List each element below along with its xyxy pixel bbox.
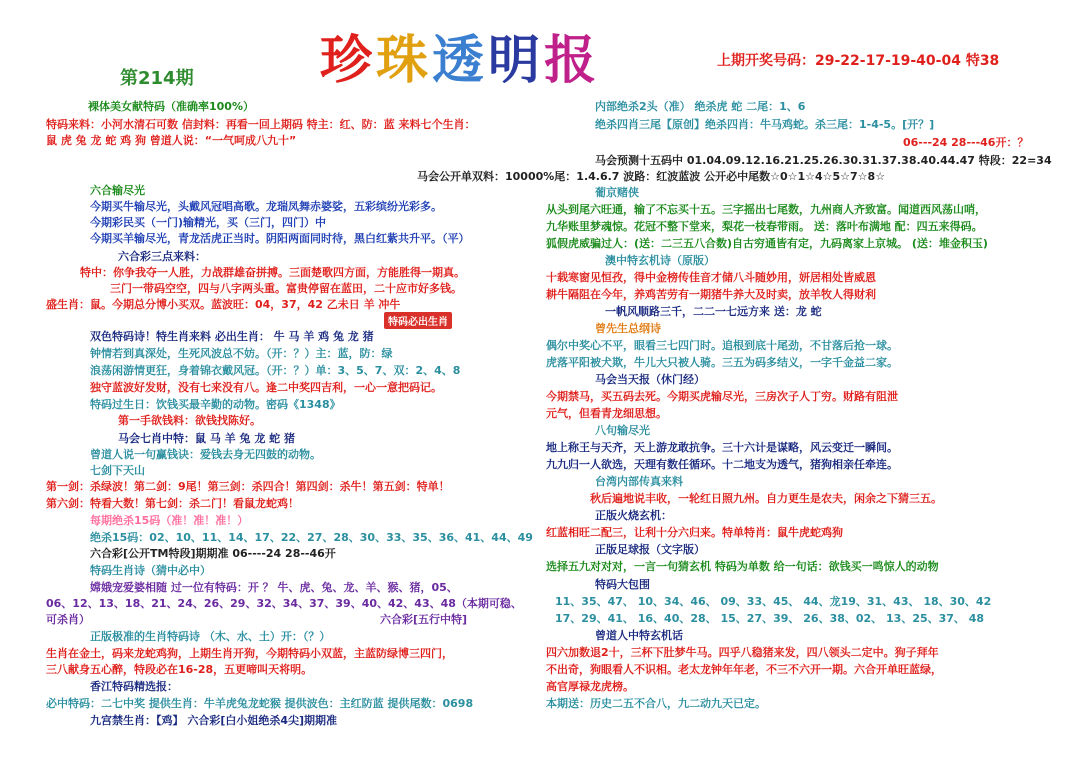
text-line: 不出奇，狗眼看人不识相。老太龙钟年年老，不三不六开一期。六合开单旺蓝绿， (546, 663, 942, 676)
title-char: 报 (544, 30, 601, 91)
text-line: 马会七肖中特：鼠 马 羊 兔 龙 蛇 猪 (118, 432, 295, 445)
text-line: 九宫禁生肖：【鸡】 六合彩[白小姐绝杀4尖]期期准 (90, 714, 338, 727)
text-line: 九华账里梦魂惊。花冠不整下堂来，梨花一枝春带雨。 送：落叶布满地 配：四五来得码。 (546, 220, 983, 233)
title-char: 珠 (376, 30, 433, 91)
text-line: 三门一带码空空，四与八字两头重。富贵停留在蓝田，二十应市好多钱。 (110, 282, 462, 295)
text-line: 地上称王与天齐，天上游龙敢抗争。三十六计是谋略，风云变迁一瞬间。 (546, 441, 898, 454)
text-line: 钟情若到真深处，生死风波总不妨。（开：？）主：蓝，防：绿 (90, 347, 393, 360)
text-line: 今期彩民买（一门)输精光，买（三门，四门）中 (90, 216, 327, 229)
text-line: 本期送：历史二五不合八，九二动九天已定。 (546, 697, 766, 710)
text-line: 六合彩[五行中特] (380, 613, 468, 626)
text-line: 马会预测十五码中 01.04.09.12.16.21.25.26.30.31.37.38.40.44.47 特段：22=34 (595, 154, 1052, 167)
text-line: 曾道人说一句赢钱诀：爱钱去身无四鼓的动物。 (90, 448, 321, 461)
page-title (320, 18, 600, 93)
text-line: 偶尔中奖心不平，眼看三七四门时。追根到底十尾劲，不甘落后抢一球。 (546, 339, 898, 352)
title-char: 珍 (320, 30, 377, 91)
text-line: 六合彩三点来料： (118, 250, 206, 263)
text-line: 盛生肖：鼠。今期总分博小买双。蓝波旺：04，37，42 乙未日 羊 冲牛 (46, 298, 401, 311)
text-line: 耕牛隔阻在今年，养鸡苦劳有一期猪牛养大及时卖，放羊牧人得财利 (546, 288, 876, 301)
text-line: 正版火烧玄机： (595, 509, 672, 522)
text-line: 葡京赌侠 (595, 186, 639, 199)
text-line: 六合彩[公开TM特段]期期准 06----24 28--46开 (90, 547, 336, 560)
text-line: 双色特码诗！特生肖来料 必出生肖： 牛 马 羊 鸡 兔 龙 猪 (90, 330, 374, 343)
text-line: 06---24 28---46开：？ (903, 136, 1029, 149)
text-line: 第六剑：特看大数！第七剑：杀二门！看鼠龙蛇鸡！ (46, 497, 299, 510)
text-line: 十载寒窗见恒孜，得中金榜传佳音才储八斗随妙用，妍居相处皆威恩 (546, 271, 876, 284)
text-line: 17、29、41、 16、40、28、 15、27、39、 26、38、02、 13、25、37、 48 (555, 612, 985, 625)
text-line: 九九归一人欲选，天理有数任循环。十二地支为透气，猪狗相亲任牵连。 (546, 458, 898, 471)
issue-number: 第214期 (120, 68, 194, 89)
text-line: 从头到尾六旺通，输了不忘买十五。三字摇出七尾数，九州商人齐致富。闻道西风荡山哨， (546, 203, 986, 216)
text-line: 11、35、47、 10、34、46、 09、33、45、 44、龙19、31、43、 18、30、42 (555, 595, 992, 608)
text-line: 浪荡闲游情更狂，身着锦衣戴风冠。（开：？）单：3、5、7、双：2、4、8 (90, 364, 461, 377)
text-line: 虎落平阳被犬欺，牛儿大只被人骑。三五为码多结义，一字千金益二家。 (546, 356, 898, 369)
text-line: 特码来料：小河水清石可数 信封料：再看一回上期码 特主：红、防：蓝 来料七个生肖： (46, 118, 476, 131)
text-line: 曾先生总纲诗 (595, 322, 661, 335)
text-line: 正版足球报（文字版） (595, 543, 705, 556)
text-line: 独守蓝波好发财，没有七来没有八。逢二中奖四吉利，一心一意把码记。 (90, 381, 442, 394)
text-line: 必中特码：二七中奖 提供生肖：牛羊虎兔龙蛇猴 提供波色：主红防蓝 提供尾数：0698 (46, 697, 474, 710)
text-line: 特码过生日：饮钱买最辛勤的动物。密码《1348》 (90, 398, 341, 411)
text-line: 内部绝杀2头（准） 绝杀虎 蛇 二尾：1、6 (595, 100, 806, 113)
text-line: 裸体美女献特码（准确率100%） (88, 100, 254, 113)
text-line: 今期买羊输尽光，青龙活虎正当时。阴阳两面同时待，黑白红紫共升平。（平） (90, 232, 470, 245)
text-line: 台湾内部传真来料 (595, 475, 683, 488)
text-line: 选择五九对对对，一言一句猜玄机 特码为单数 给一句话：欲钱买一鸣惊人的动物 (546, 560, 939, 573)
title-char: 透 (432, 30, 489, 91)
text-line: 嫦娥宠爱婆相随 过一位有特码：开 ？ 牛、虎、兔、龙、羊、猴、猪，05、 (90, 581, 458, 594)
text-line: 秋后遍地说丰收，一轮红日照九州。自力更生是农夫，闲余之下猜三五。 (590, 492, 942, 505)
text-line: 特码生肖诗（猜中必中） (90, 564, 211, 577)
text-line: 马会公开单双料：10000%尾：1.4.6.7 波路：红波蓝波 公开必中尾数☆0☆1☆4☆5☆7☆8☆ (417, 170, 886, 183)
text-line: 正版极准的生肖特码诗 （木、水、土）开：（？） (90, 630, 331, 643)
text-line: 一帆风顺路三千，二二一七远方来 送：龙 蛇 (605, 305, 822, 318)
text-line: 七剑下天山 (90, 464, 145, 477)
text-line: 特中：你争我夺一人胜，力战群雄奋拼搏。三面楚歌四方面，方能胜得一期真。 (80, 266, 465, 279)
text-line: 三八献身五心醉，特段必在16-28，五更啼叫天将明。 (46, 663, 313, 676)
text-line: 香江特码精选报： (90, 680, 178, 693)
text-line: 第一手欲钱料：欲钱找陈好。 (118, 414, 261, 427)
text-line: 澳中特玄机诗（原版） (605, 254, 715, 267)
text-line: 马会当天报（休门经） (595, 373, 705, 386)
text-line: 第一剑：杀绿波！第二剑：9尾！第三剑：杀四合！第四剑：杀牛！第五剑：特单！ (46, 480, 450, 493)
text-line: 今期禁马，买五码去死。今期买虎输尽光，三房次子人丁穷。财路有阻泄 (546, 390, 898, 403)
text-line: 绝杀15码：02、10、11、14、17、22、27、28、30、33、35、36、41、44、49 (90, 531, 533, 544)
last-draw-numbers: 上期开奖号码：29-22-17-19-40-04 特38 (717, 53, 1000, 69)
text-line: 生肖在金土，码来龙蛇鸡狗，上期生肖开狗，今期特码小双蓝，主蓝防绿博三四门， (46, 647, 453, 660)
text-line: 曾道人中特玄机话 (595, 629, 683, 642)
title-char: 明 (488, 30, 545, 91)
text-line: 红蓝相旺二配三，让利十分六归来。特单特肖：鼠牛虎蛇鸡狗 (546, 526, 843, 539)
text-line: 元气，但看青龙细思想。 (546, 407, 667, 420)
text-line: 六合输尽光 (90, 184, 145, 197)
text-line: 鼠 虎 兔 龙 蛇 鸡 狗 曾道人说：“一气呵成八九十” (46, 134, 297, 147)
text-line: 高官厚禄龙虎榜。 (546, 680, 634, 693)
text-line: 绝杀四肖三尾【原创】绝杀四肖：牛马鸡蛇。杀三尾：1-4-5。[开？] (595, 118, 935, 131)
text-line: 八句输尽光 (595, 424, 650, 437)
text-line: 特码大包围 (595, 578, 650, 591)
text-line: 四六加数退2十，三杯下肚梦牛马。四乎八稳猪来发，四八领头二定中。狗子拜年 (546, 646, 939, 659)
text-line: 狐假虎威骗过人：(送：二三五八合数)自古穷通皆有定，九码离家上京城。 (送：堆金积玉) (546, 237, 988, 250)
text-line: 每期绝杀15码（准！准！准！） (90, 514, 249, 527)
stamp-badge: 特码必出生肖 (384, 312, 452, 329)
text-line: 今期买牛输尽光，头戴风冠唱高歌。龙瑞凤舞赤婆娑，五彩缤纷光彩多。 (90, 200, 442, 213)
text-line: 可杀肖） (46, 613, 90, 626)
text-line: 06、12、13、18、21、24、26、29、32、34、37、39、40、42、43、48（本期可稳、 (46, 597, 522, 610)
